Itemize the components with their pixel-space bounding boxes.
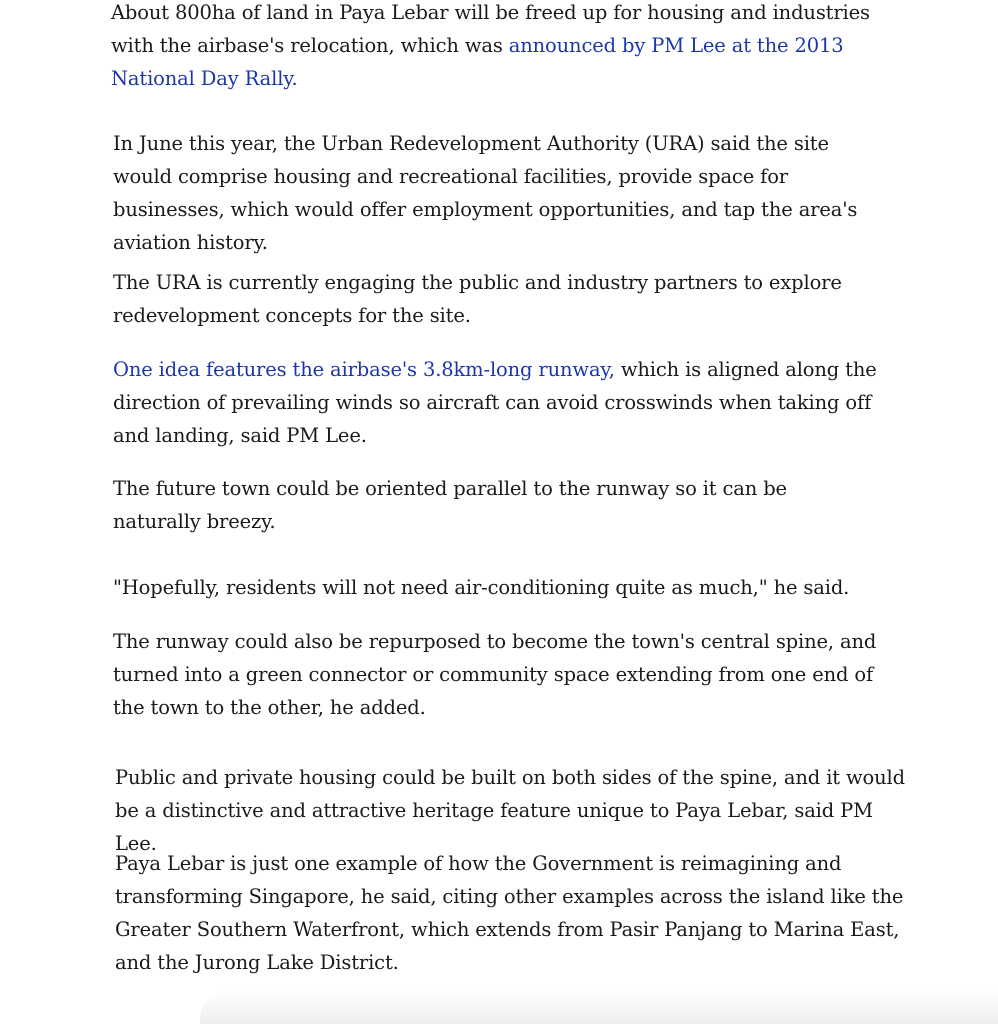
paragraph-2: In June this year, the Urban Redevelopment Authority (URA) said the site would comprise housing and recreational facilities, provide space for businesses, which would offer employment opportunities, and tap the area's aviation history.: [113, 132, 858, 254]
paragraph-6: "Hopefully, residents will not need air-conditioning quite as much," he said.: [113, 576, 850, 599]
bottom-fade: [200, 990, 998, 1024]
paragraph-3: The URA is currently engaging the public and industry partners to explore redevelopment concepts for the site.: [113, 271, 842, 327]
paragraph-1-text: About 800ha of land in Paya Lebar will be freed up for housing and industries with the airbase's relocation, which was: [111, 1, 870, 57]
runway-idea-link[interactable]: One idea features the airbase's 3.8km-long runway,: [113, 358, 615, 381]
paragraph-9: Paya Lebar is just one example of how the Government is reimagining and transforming Singapore, he said, citing other examples across the island like the Greater Southern Waterfront, which extends from Pasir Panjang to Marina East, and the Jurong Lake District.: [115, 852, 904, 974]
paragraph-7: The runway could also be repurposed to become the town's central spine, and turned into a green connector or community space extending from one end of the town to the other, he added.: [113, 630, 877, 719]
paragraph-5: The future town could be oriented parallel to the runway so it can be naturally breezy.: [113, 477, 787, 533]
paragraph-4-text: which is aligned along the direction of prevailing winds so aircraft can avoid crosswinds when taking off and landing, said PM Lee.: [113, 358, 877, 447]
paragraph-1: [111, 0, 901, 95]
national-day-rally-link[interactable]: announced by PM Lee at the 2013 National Day Rally.: [111, 34, 844, 90]
paragraph-4: [113, 353, 888, 452]
paragraph-8: Public and private housing could be built on both sides of the spine, and it would be a distinctive and attractive heritage feature unique to Paya Lebar, said PM Lee.: [115, 766, 905, 855]
